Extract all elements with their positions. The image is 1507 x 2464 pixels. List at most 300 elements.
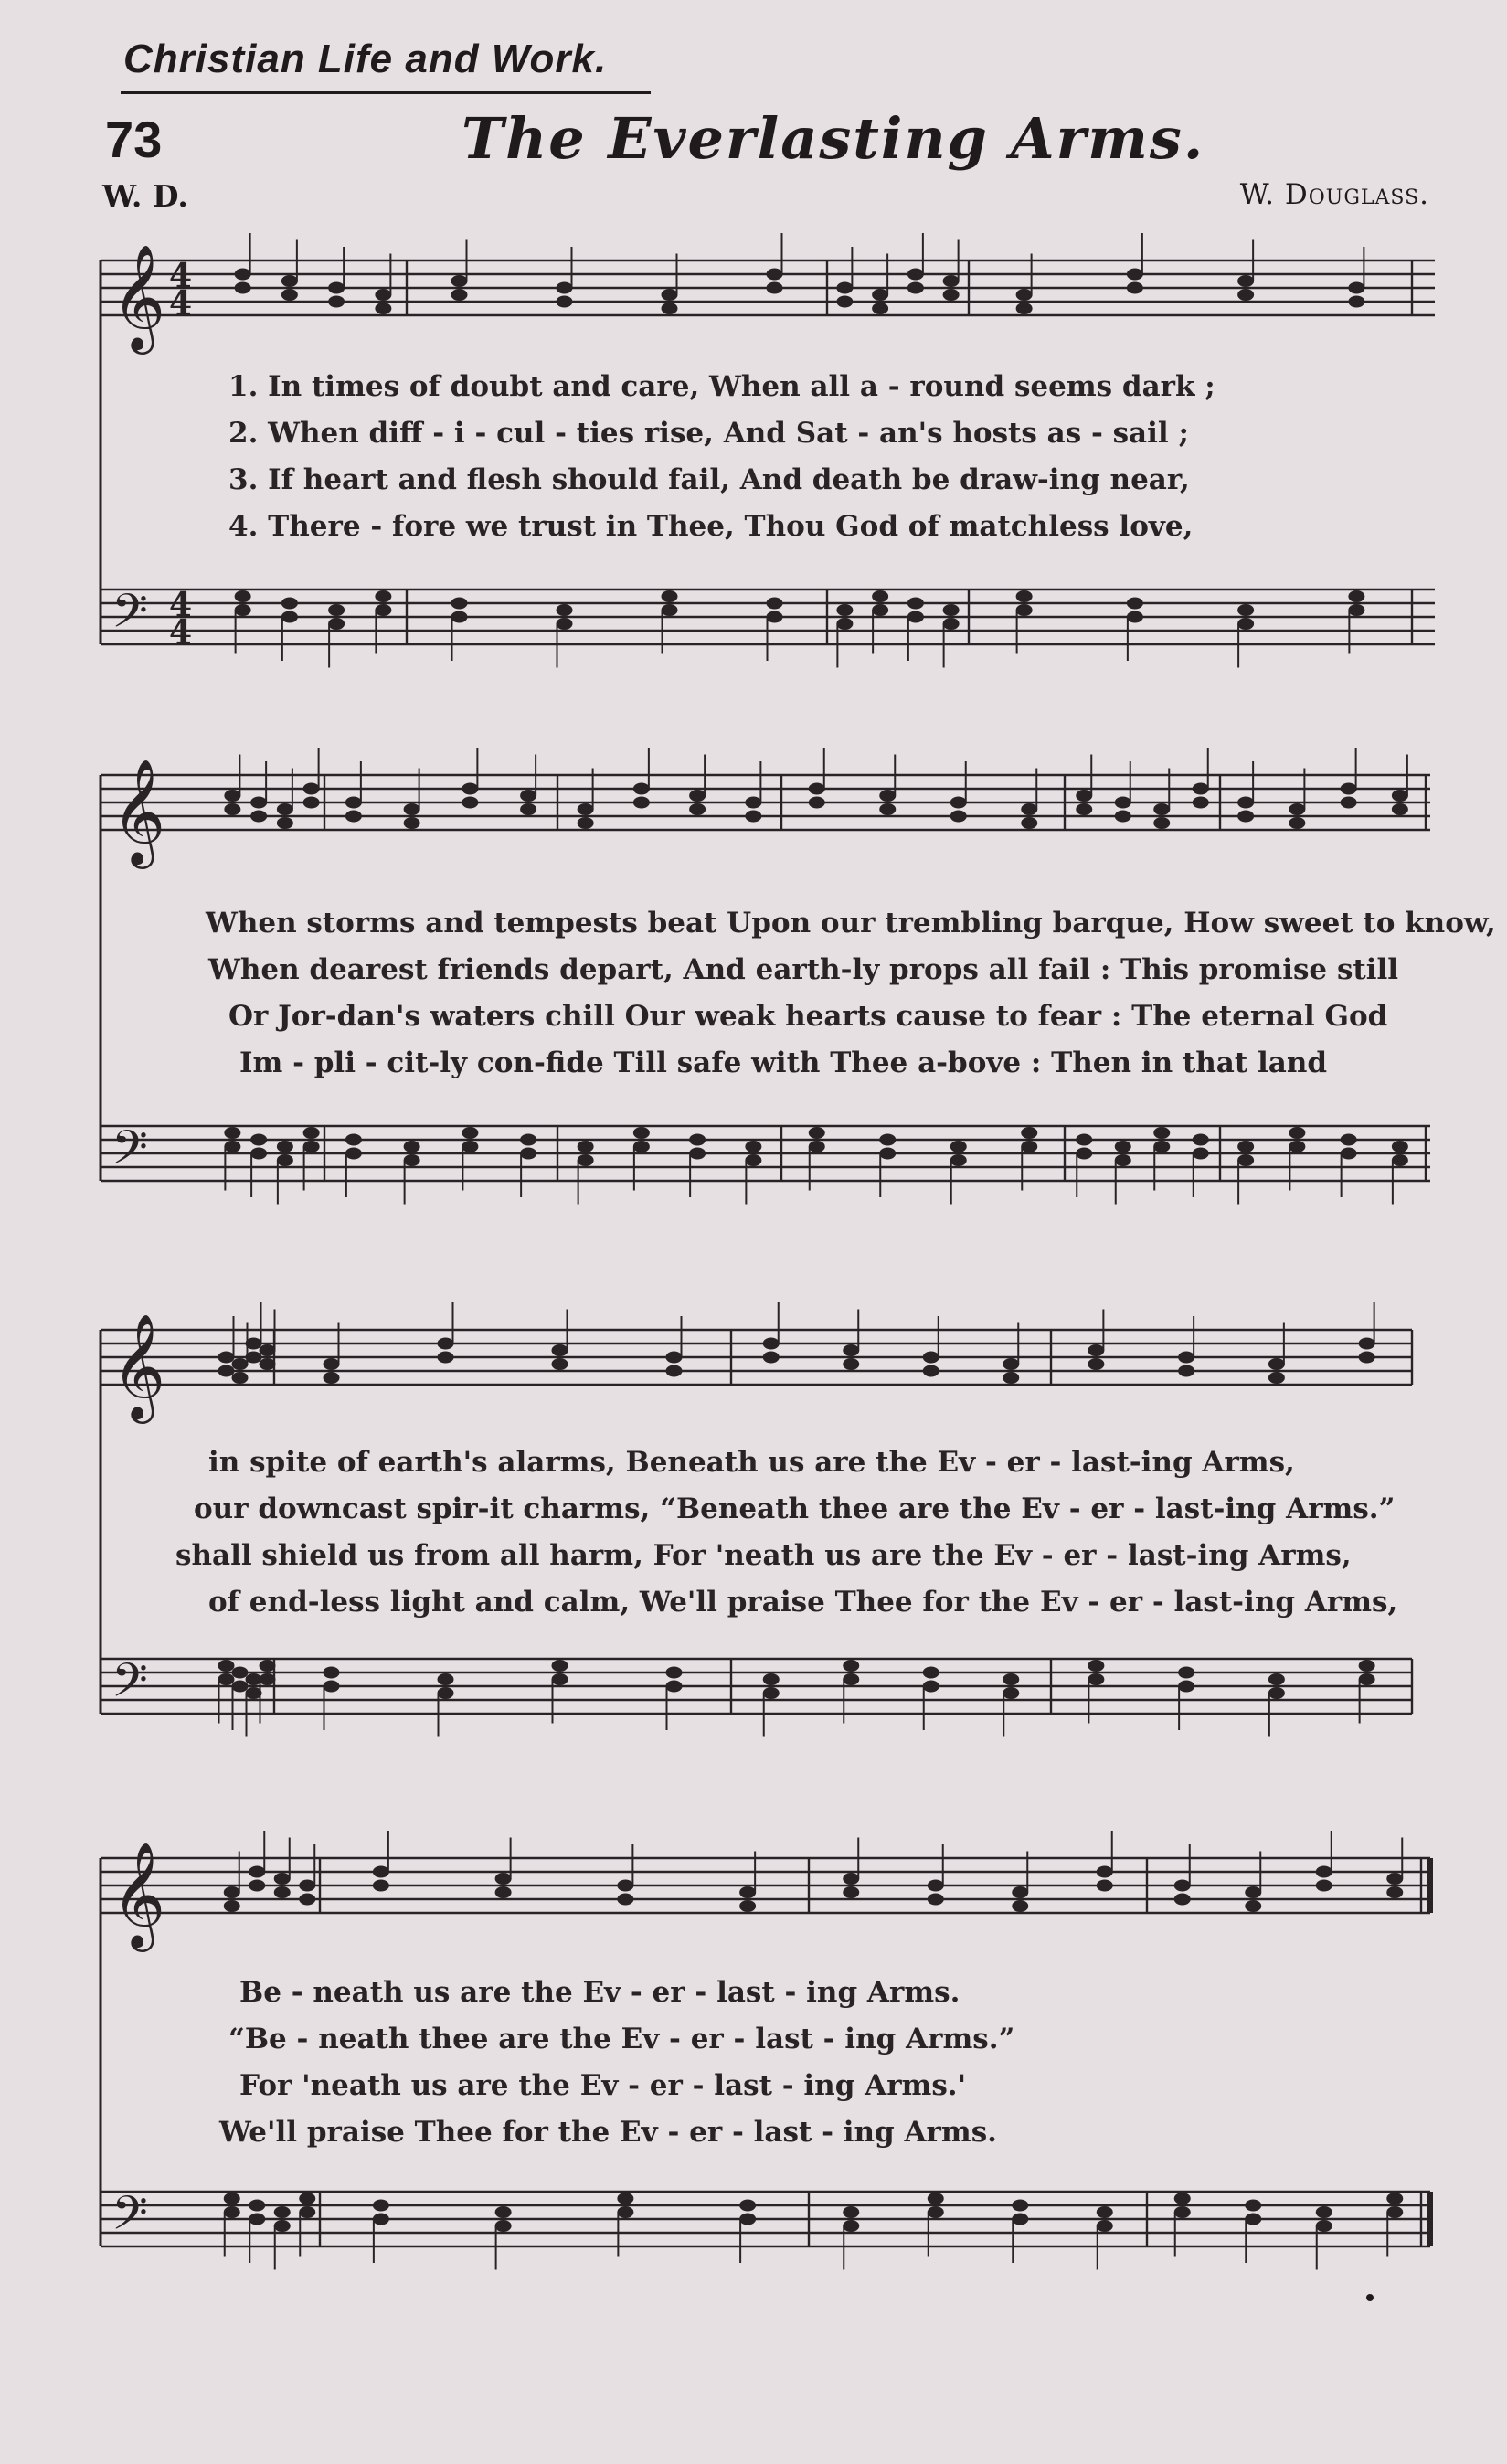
- note-head: [557, 296, 573, 308]
- note-head: [578, 1154, 594, 1166]
- note-head: [438, 1352, 454, 1364]
- note-head: [1016, 604, 1033, 616]
- note-head: [1386, 2193, 1403, 2204]
- note-head: [345, 811, 362, 823]
- lyric-line: Or Jor-dan's waters chill Our weak hearts cause to fear : The eternal God: [228, 1000, 1388, 1033]
- note-head: [928, 2193, 944, 2204]
- note-head: [578, 817, 594, 829]
- note-head: [1097, 1866, 1113, 1878]
- note-head: [1348, 604, 1364, 616]
- note-head: [763, 1352, 780, 1364]
- note-head: [373, 2214, 389, 2225]
- lyric-line: in spite of earth's alarms, Beneath us are the Ev - er - last-ing Arms,: [208, 1446, 1295, 1479]
- note-head: [1012, 1886, 1028, 1898]
- note-head: [375, 590, 391, 602]
- note-head: [1076, 803, 1092, 815]
- note-head: [1359, 1338, 1375, 1350]
- note-head: [277, 1154, 293, 1166]
- note-head: [260, 1358, 276, 1370]
- note-head: [1097, 2206, 1113, 2218]
- note-head: [277, 1141, 293, 1152]
- note-head: [1348, 590, 1364, 602]
- note-head: [1245, 2214, 1261, 2225]
- note-head: [843, 2220, 859, 2232]
- note-head: [763, 1687, 780, 1699]
- note-head: [299, 2193, 315, 2204]
- note-head: [578, 1141, 594, 1152]
- lyric-line: We'll praise Thee for the Ev - er - last - ing Arms.: [219, 2116, 997, 2149]
- note-head: [249, 2214, 265, 2225]
- note-head: [843, 1660, 859, 1672]
- lyric-line: our downcast spir-it charms, “Beneath thee are the Ev - er - last-ing Arms.”: [194, 1492, 1396, 1525]
- note-head: [950, 811, 967, 823]
- words-credit: W. D.: [102, 178, 188, 214]
- note-head: [224, 790, 240, 802]
- note-head: [879, 1148, 896, 1160]
- note-head: [520, 803, 536, 815]
- note-head: [1003, 1687, 1019, 1699]
- note-head: [246, 1352, 262, 1364]
- lyric-line: 1. In times of doubt and care, When all a - round seems dark ;: [228, 370, 1215, 403]
- lyric-line: When storms and tempests beat Upon our trembling barque, How sweet to know,: [206, 907, 1496, 940]
- note-head: [1392, 1154, 1408, 1166]
- note-head: [235, 282, 251, 294]
- note-head: [843, 1344, 859, 1356]
- note-head: [879, 790, 896, 802]
- note-head: [299, 1880, 315, 1892]
- note-head: [324, 1667, 340, 1679]
- note-head: [277, 817, 293, 829]
- note-head: [907, 598, 924, 610]
- note-head: [250, 811, 267, 823]
- lyric-line: “Be - neath thee are the Ev - er - last - ing Arms.”: [228, 2023, 1015, 2055]
- note-head: [617, 2206, 633, 2218]
- note-head: [879, 803, 896, 815]
- bass-clef: 𝄢: [111, 1120, 148, 1186]
- note-head: [404, 817, 420, 829]
- note-head: [281, 289, 298, 301]
- note-head: [438, 1673, 454, 1685]
- note-head: [1237, 275, 1254, 287]
- lyric-line: 3. If heart and flesh should fail, And death be draw-ing near,: [228, 463, 1190, 496]
- note-head: [1392, 790, 1408, 802]
- note-head: [1289, 817, 1305, 829]
- note-head: [495, 2220, 512, 2232]
- note-head: [1237, 797, 1254, 809]
- note-head: [324, 1372, 340, 1384]
- note-head: [328, 604, 345, 616]
- note-head: [578, 803, 594, 815]
- note-head: [1237, 1141, 1254, 1152]
- note-head: [950, 1154, 967, 1166]
- note-head: [950, 1141, 967, 1152]
- note-head: [232, 1358, 249, 1370]
- note-head: [218, 1673, 235, 1685]
- note-head: [843, 2206, 859, 2218]
- note-head: [745, 797, 761, 809]
- note-head: [1076, 1148, 1092, 1160]
- bass-clef: 𝄢: [111, 583, 148, 650]
- note-head: [1268, 1358, 1285, 1370]
- note-head: [666, 1667, 683, 1679]
- note-head: [1097, 1880, 1113, 1892]
- note-head: [274, 1886, 291, 1898]
- note-head: [1016, 303, 1033, 314]
- note-head: [250, 1134, 267, 1146]
- note-head: [232, 1681, 249, 1693]
- note-head: [950, 797, 967, 809]
- note-head: [1392, 1141, 1408, 1152]
- note-head: [1341, 797, 1357, 809]
- note-head: [224, 2193, 240, 2204]
- note-head: [373, 1866, 389, 1878]
- note-head: [666, 1681, 683, 1693]
- note-head: [281, 275, 298, 287]
- note-head: [451, 289, 468, 301]
- note-head: [260, 1344, 276, 1356]
- note-head: [451, 598, 468, 610]
- treble-clef: 𝄞: [111, 758, 166, 865]
- note-head: [633, 797, 650, 809]
- note-head: [767, 282, 783, 294]
- note-head: [495, 2206, 512, 2218]
- note-head: [438, 1687, 454, 1699]
- note-head: [1021, 817, 1037, 829]
- note-head: [552, 1344, 568, 1356]
- lyric-line: For 'neath us are the Ev - er - last - ing Arms.': [239, 2069, 967, 2102]
- note-head: [943, 618, 960, 630]
- note-head: [689, 1134, 706, 1146]
- note-head: [495, 1886, 512, 1898]
- note-head: [303, 1127, 320, 1139]
- note-head: [1153, 803, 1170, 815]
- note-head: [923, 1365, 939, 1377]
- note-head: [404, 1154, 420, 1166]
- note-head: [836, 618, 853, 630]
- note-head: [249, 2200, 265, 2212]
- note-head: [1193, 797, 1209, 809]
- note-head: [1316, 1866, 1332, 1878]
- note-head: [1012, 1900, 1028, 1912]
- note-head: [1127, 611, 1143, 623]
- note-head: [1088, 1660, 1104, 1672]
- note-head: [235, 604, 251, 616]
- note-head: [1237, 289, 1254, 301]
- note-head: [557, 282, 573, 294]
- note-head: [1088, 1358, 1104, 1370]
- note-head: [274, 1873, 291, 1885]
- lyric-line: 4. There - fore we trust in Thee, Thou God of matchless love,: [228, 510, 1194, 543]
- note-head: [662, 289, 678, 301]
- note-head: [1153, 1141, 1170, 1152]
- note-head: [1359, 1352, 1375, 1364]
- note-head: [1115, 797, 1131, 809]
- note-head: [767, 598, 783, 610]
- note-head: [1016, 590, 1033, 602]
- note-head: [260, 1660, 276, 1672]
- note-head: [249, 1880, 265, 1892]
- note-head: [1245, 2200, 1261, 2212]
- lyric-line: of end-less light and calm, We'll praise Thee for the Ev - er - last-ing Arms,: [208, 1586, 1398, 1619]
- note-head: [1012, 2214, 1028, 2225]
- note-head: [617, 2193, 633, 2204]
- note-head: [303, 1141, 320, 1152]
- note-head: [809, 1127, 825, 1139]
- note-head: [633, 1141, 650, 1152]
- note-head: [745, 1141, 761, 1152]
- note-head: [328, 296, 345, 308]
- note-head: [451, 275, 468, 287]
- note-head: [274, 2206, 291, 2218]
- note-head: [689, 790, 706, 802]
- note-head: [689, 803, 706, 815]
- note-head: [224, 1141, 240, 1152]
- note-head: [1392, 803, 1408, 815]
- note-head: [923, 1352, 939, 1364]
- note-head: [557, 604, 573, 616]
- note-head: [277, 803, 293, 815]
- note-head: [218, 1352, 235, 1364]
- note-head: [836, 282, 853, 294]
- note-head: [1237, 1154, 1254, 1166]
- note-head: [836, 604, 853, 616]
- note-head: [495, 1873, 512, 1885]
- note-head: [451, 611, 468, 623]
- note-head: [438, 1338, 454, 1350]
- note-head: [1193, 1148, 1209, 1160]
- note-head: [928, 1894, 944, 1906]
- note-head: [235, 590, 251, 602]
- note-head: [462, 797, 478, 809]
- note-head: [299, 1894, 315, 1906]
- note-head: [745, 1154, 761, 1166]
- note-head: [1348, 282, 1364, 294]
- note-head: [232, 1667, 249, 1679]
- section-title: Christian Life and Work.: [123, 37, 608, 81]
- note-head: [375, 289, 391, 301]
- treble-clef: 𝄞: [111, 243, 166, 350]
- treble-clef: 𝄞: [111, 1841, 166, 1948]
- note-head: [633, 1127, 650, 1139]
- note-head: [1097, 2220, 1113, 2232]
- hymn-number: 73: [105, 111, 163, 168]
- note-head: [879, 1134, 896, 1146]
- note-head: [1127, 269, 1143, 281]
- note-head: [1178, 1365, 1194, 1377]
- note-head: [552, 1660, 568, 1672]
- treble-clef: 𝄞: [111, 1312, 166, 1419]
- note-head: [345, 1134, 362, 1146]
- note-head: [1127, 282, 1143, 294]
- note-head: [557, 618, 573, 630]
- note-head: [1174, 1894, 1191, 1906]
- note-head: [274, 2220, 291, 2232]
- printer-dot: [1366, 2294, 1374, 2301]
- note-head: [1268, 1372, 1285, 1384]
- music-credit: W. Douglass.: [1239, 178, 1429, 211]
- note-head: [1237, 618, 1254, 630]
- note-head: [843, 1886, 859, 1898]
- note-head: [224, 1886, 240, 1898]
- note-head: [662, 590, 678, 602]
- note-head: [1341, 1134, 1357, 1146]
- hymn-title: The Everlasting Arms.: [462, 105, 1205, 172]
- note-head: [1088, 1344, 1104, 1356]
- note-head: [1178, 1352, 1194, 1364]
- note-head: [923, 1667, 939, 1679]
- note-head: [843, 1673, 859, 1685]
- note-head: [907, 269, 924, 281]
- note-head: [328, 618, 345, 630]
- note-head: [1115, 1141, 1131, 1152]
- note-head: [224, 1900, 240, 1912]
- note-head: [1268, 1687, 1285, 1699]
- note-head: [1003, 1673, 1019, 1685]
- time-signature: 4: [169, 257, 193, 295]
- note-head: [552, 1673, 568, 1685]
- note-head: [1289, 1127, 1305, 1139]
- note-head: [1316, 2220, 1332, 2232]
- note-head: [1021, 1127, 1037, 1139]
- note-head: [907, 611, 924, 623]
- note-head: [1268, 1673, 1285, 1685]
- note-head: [250, 1148, 267, 1160]
- note-head: [1174, 2206, 1191, 2218]
- lyric-line: Im - pli - cit-ly con-fide Till safe with Thee a-bove : Then in that land: [239, 1046, 1328, 1079]
- note-head: [1021, 1141, 1037, 1152]
- note-head: [633, 783, 650, 795]
- note-head: [739, 1900, 756, 1912]
- note-head: [224, 803, 240, 815]
- note-head: [1115, 1154, 1131, 1166]
- note-head: [666, 1365, 683, 1377]
- note-head: [1348, 296, 1364, 308]
- note-head: [767, 611, 783, 623]
- note-head: [1289, 803, 1305, 815]
- note-head: [1174, 2193, 1191, 2204]
- note-head: [1174, 1880, 1191, 1892]
- time-signature: 4: [169, 586, 193, 624]
- note-head: [1341, 783, 1357, 795]
- note-head: [345, 797, 362, 809]
- bass-clef: 𝄢: [111, 1652, 148, 1719]
- note-head: [872, 604, 888, 616]
- note-head: [1016, 289, 1033, 301]
- note-head: [1386, 1886, 1403, 1898]
- note-head: [1153, 1127, 1170, 1139]
- note-head: [404, 803, 420, 815]
- note-head: [1193, 783, 1209, 795]
- note-head: [872, 303, 888, 314]
- note-head: [739, 2200, 756, 2212]
- note-head: [375, 604, 391, 616]
- note-head: [739, 1886, 756, 1898]
- note-head: [1245, 1886, 1261, 1898]
- note-head: [1359, 1673, 1375, 1685]
- note-head: [260, 1673, 276, 1685]
- note-head: [928, 1880, 944, 1892]
- note-head: [1359, 1660, 1375, 1672]
- note-head: [1115, 811, 1131, 823]
- note-head: [662, 303, 678, 314]
- note-head: [809, 797, 825, 809]
- note-head: [1316, 1880, 1332, 1892]
- note-head: [1127, 598, 1143, 610]
- note-head: [1178, 1681, 1194, 1693]
- note-head: [520, 1134, 536, 1146]
- note-head: [1289, 1141, 1305, 1152]
- note-head: [1178, 1667, 1194, 1679]
- note-head: [328, 282, 345, 294]
- note-head: [218, 1660, 235, 1672]
- note-head: [1386, 2206, 1403, 2218]
- note-head: [462, 1141, 478, 1152]
- note-head: [745, 811, 761, 823]
- note-head: [943, 275, 960, 287]
- lyric-line: shall shield us from all harm, For 'neath us are the Ev - er - last-ing Arms,: [175, 1539, 1352, 1572]
- lyric-line: When dearest friends depart, And earth-ly props all fail : This promise still: [208, 953, 1399, 986]
- note-head: [1386, 1873, 1403, 1885]
- note-head: [224, 2206, 240, 2218]
- note-head: [404, 1141, 420, 1152]
- note-head: [1316, 2206, 1332, 2218]
- note-head: [552, 1358, 568, 1370]
- note-head: [1245, 1900, 1261, 1912]
- note-head: [520, 1148, 536, 1160]
- note-head: [1341, 1148, 1357, 1160]
- note-head: [246, 1338, 262, 1350]
- note-head: [218, 1365, 235, 1377]
- lyric-line: Be - neath us are the Ev - er - last - ing Arms.: [239, 1976, 960, 2009]
- lyric-line: 2. When diff - i - cul - ties rise, And Sat - an's hosts as - sail ;: [228, 417, 1189, 450]
- note-head: [662, 604, 678, 616]
- note-head: [1076, 1134, 1092, 1146]
- note-head: [907, 282, 924, 294]
- note-head: [520, 790, 536, 802]
- note-head: [462, 1127, 478, 1139]
- note-head: [1076, 790, 1092, 802]
- note-head: [739, 2214, 756, 2225]
- note-head: [943, 289, 960, 301]
- note-head: [224, 1127, 240, 1139]
- note-head: [345, 1148, 362, 1160]
- note-head: [763, 1338, 780, 1350]
- note-head: [689, 1148, 706, 1160]
- note-head: [303, 783, 320, 795]
- note-head: [1021, 803, 1037, 815]
- note-head: [767, 269, 783, 281]
- note-head: [250, 797, 267, 809]
- note-head: [1003, 1358, 1019, 1370]
- note-head: [249, 1866, 265, 1878]
- note-head: [281, 598, 298, 610]
- note-head: [235, 269, 251, 281]
- note-head: [1088, 1673, 1104, 1685]
- note-head: [928, 2206, 944, 2218]
- note-head: [1012, 2200, 1028, 2212]
- note-head: [281, 611, 298, 623]
- note-head: [617, 1880, 633, 1892]
- time-signature: 4: [169, 613, 193, 652]
- note-head: [872, 590, 888, 602]
- note-head: [763, 1673, 780, 1685]
- note-head: [666, 1352, 683, 1364]
- note-head: [836, 296, 853, 308]
- note-head: [809, 1141, 825, 1152]
- note-head: [809, 783, 825, 795]
- note-head: [843, 1358, 859, 1370]
- time-signature: 4: [169, 284, 193, 323]
